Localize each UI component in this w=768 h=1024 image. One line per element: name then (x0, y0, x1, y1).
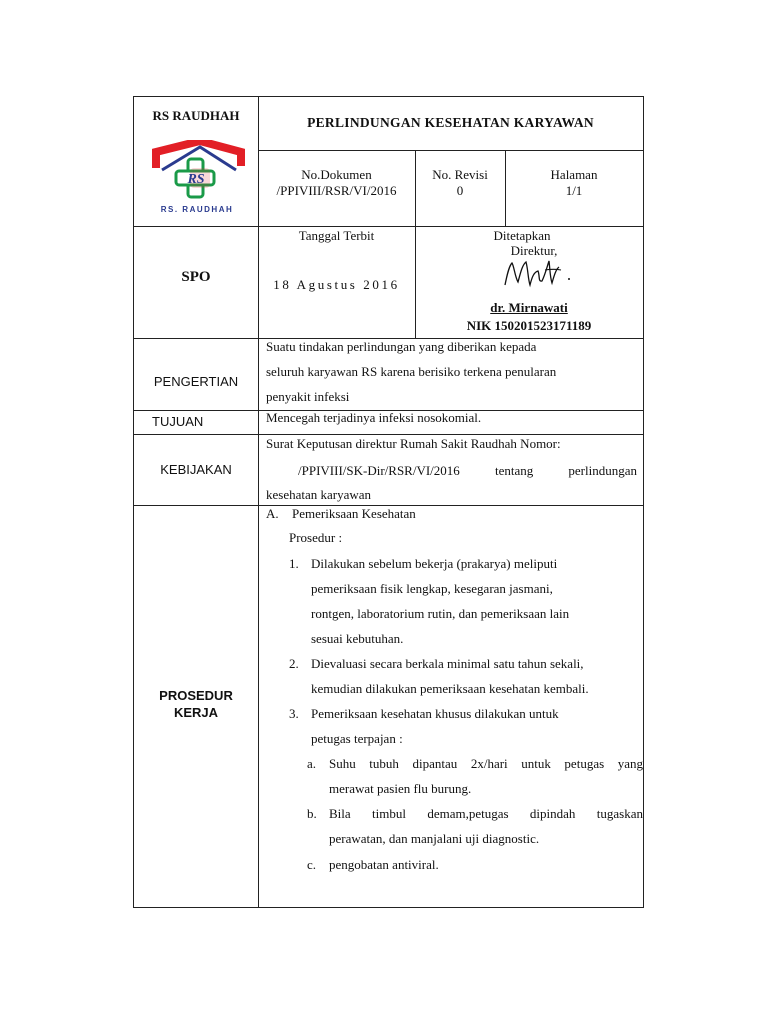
sublist-letter: c. (307, 857, 317, 872)
hospital-name: RS RAUDHAH (152, 108, 240, 123)
list-number: 3. (289, 706, 299, 721)
kebijakan-line: /PPIVIII/SK-Dir/RSR/VI/2016 tentang perlindungan (298, 463, 637, 478)
pengertian-line: seluruh karyawan RS karena berisiko terkena penularan (266, 364, 557, 379)
prosedur-label: KERJA (173, 705, 219, 720)
hospital-logo (150, 140, 245, 215)
prosedur-sublabel: Prosedur : (289, 530, 343, 545)
pengertian-line: penyakit infeksi (266, 389, 350, 404)
kebijakan-line: Surat Keputusan direktur Rumah Sakit Raudhah Nomor: (266, 436, 561, 451)
pengertian-line: Suatu tindakan perlindungan yang diberikan kepada (266, 339, 537, 354)
prosedur-label: PROSEDUR (159, 688, 233, 703)
column-divider (258, 97, 259, 907)
tujuan-label: TUJUAN (152, 414, 204, 429)
logo-letters: RS (187, 172, 205, 187)
approved-role: Direktur, (510, 243, 558, 258)
list-item-line: kemudian dilakukan pemeriksaan kesehatan kembali. (311, 681, 589, 696)
page-value: 1/1 (565, 183, 583, 198)
list-item-line: sesuai kebutuhan. (311, 631, 404, 646)
sublist-item-line: pengobatan antiviral. (329, 857, 439, 872)
list-item-line: Dilakukan sebelum bekerja (prakarya) meliputi (311, 556, 558, 571)
revision-label: No. Revisi (432, 167, 488, 182)
doc-number-value: /PPIVIII/RSR/VI/2016 (276, 183, 397, 198)
tujuan-text: Mencegah terjadinya infeksi nosokomial. (266, 410, 482, 425)
revision-value: 0 (456, 183, 464, 198)
list-number: 2. (289, 656, 299, 671)
kebijakan-line: kesehatan karyawan (266, 487, 372, 502)
director-signature (501, 257, 601, 293)
row-divider (258, 150, 643, 151)
page-label: Halaman (550, 167, 598, 182)
sublist-item-line: perawatan, dan manjalani uji diagnostic. (329, 831, 540, 846)
signer-name: dr. Mirnawati (490, 300, 568, 315)
row-divider (258, 226, 643, 227)
pengertian-label: PENGERTIAN (153, 374, 239, 389)
sublist-item-line: Suhu tubuh dipantau 2x/hari untuk petugas yang (329, 756, 643, 771)
signer-nik: NIK 150201523171189 (466, 318, 592, 333)
sublist-letter: a. (307, 756, 317, 771)
sublist-item-line: Bila timbul demam,petugas dipindah tugaskan (329, 806, 643, 821)
issue-date-label: Tanggal Terbit (298, 228, 375, 243)
section-marker: A. (266, 506, 279, 521)
row-divider (134, 434, 643, 435)
list-item-line: Dievaluasi secara berkala minimal satu tahun sekali, (311, 656, 584, 671)
list-item-line: pemeriksaan fisik lengkap, kesegaran jasmani, (311, 581, 553, 596)
row-divider (134, 226, 258, 227)
kebijakan-label: KEBIJAKAN (160, 462, 232, 477)
approved-label: Ditetapkan (493, 228, 551, 243)
spo-label: SPO (181, 269, 211, 285)
issue-date-value: 18 Agustus 2016 (273, 277, 400, 292)
sublist-letter: b. (307, 806, 317, 821)
spo-document (133, 96, 644, 908)
list-item-line: rontgen, laboratorium rutin, dan pemeriksaan lain (311, 606, 570, 621)
list-item-line: Pemeriksaan kesehatan khusus dilakukan untuk (311, 706, 559, 721)
document-title: PERLINDUNGAN KESEHATAN KARYAWAN (307, 115, 594, 130)
list-item-line: petugas terpajan : (311, 731, 403, 746)
logo-text: RS. RAUDHAH (160, 205, 234, 214)
sublist-item-line: merawat pasien flu burung. (329, 781, 472, 796)
section-title: Pemeriksaan Kesehatan (292, 506, 416, 521)
list-number: 1. (289, 556, 299, 571)
doc-number-label: No.Dokumen (301, 167, 372, 182)
